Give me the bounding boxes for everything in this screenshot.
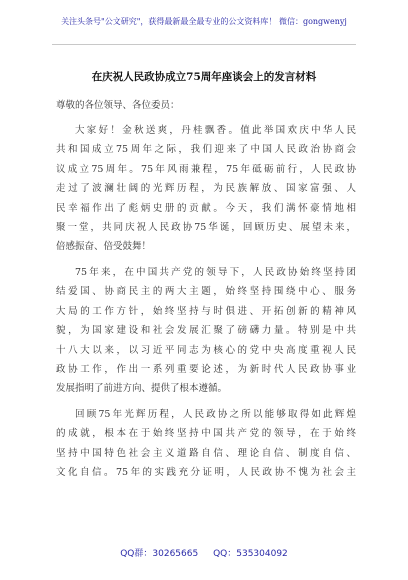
paragraph-line: 走过了波澜壮阔的光辉历程，为民族解放、国家富强、人 (56, 183, 356, 195)
footer-qq: QQ：535304092 (213, 549, 288, 559)
paragraph-line: 貌，为国家建设和社会发展汇聚了磅礴力量。特别是中共 (56, 325, 356, 337)
salutation: 尊敬的各位领导、各位委员： (56, 100, 180, 111)
paragraph-line: 发展指明了前进方向、提供了根本遵循。 (56, 383, 228, 395)
paragraph-1 (56, 121, 356, 257)
paragraph-line: 结爱国、协商民主的两大主题，始终坚持围绕中心、服务 (56, 286, 356, 298)
paragraph-line: 坚持中国特色社会主义道路自信、理论自信、制度自信、 (56, 447, 356, 459)
paragraph-line: 共和国成立75周年之际，我们迎来了中国人民政治协商会 (56, 144, 356, 156)
document-title: 在庆祝人民政协成立75周年座谈会上的发言材料 (91, 71, 317, 83)
paragraph-line: 政协工作，作出一系列重要论述，为新时代人民政协事业 (56, 363, 356, 375)
paragraph-line: 的成就，根本在于始终坚持中国共产党的领导，在于始终 (56, 428, 356, 440)
paragraph-3 (56, 405, 356, 483)
paragraph-line: 聚一堂，共同庆祝人民政协75华诞，回顾历史、展望未来， (56, 221, 356, 233)
paragraph-2 (56, 263, 356, 399)
paragraph-line: 民幸福作出了彪炳史册的贡献。今天，我们满怀豪情地相 (56, 202, 356, 214)
footer-qq-group: QQ群：30265665 (120, 549, 199, 559)
paragraph-line: 文化自信。75年的实践充分证明，人民政协不愧为社会主 (56, 467, 356, 479)
paragraph-line: 75年来，在中国共产党的领导下，人民政协始终坚持团 (75, 267, 356, 278)
paragraph-line: 十八大以来，以习近平同志为核心的党中央高度重视人民 (56, 344, 356, 356)
paragraph-line: 议成立75周年。75年风雨兼程，75年砥砺前行，人民政协 (56, 163, 356, 175)
paragraph-line: 大局的工作方针，始终坚持与时俱进、开拓创新的精神风 (56, 305, 356, 317)
header-banner: 关注头条号"公文研究"，获得最新最全最专业的公文资料库！ 微信：gongwenyj (61, 17, 347, 26)
paragraph-line: 倍感振奋、倍受鼓舞！ (56, 241, 152, 253)
header-divider (52, 44, 356, 45)
paragraph-line: 回顾75年光辉历程，人民政协之所以能够取得如此辉煌 (75, 409, 356, 420)
paragraph-line: 大家好！金秋送爽，丹桂飘香。值此举国欢庆中华人民 (75, 125, 356, 136)
footer-contact (0, 546, 408, 559)
